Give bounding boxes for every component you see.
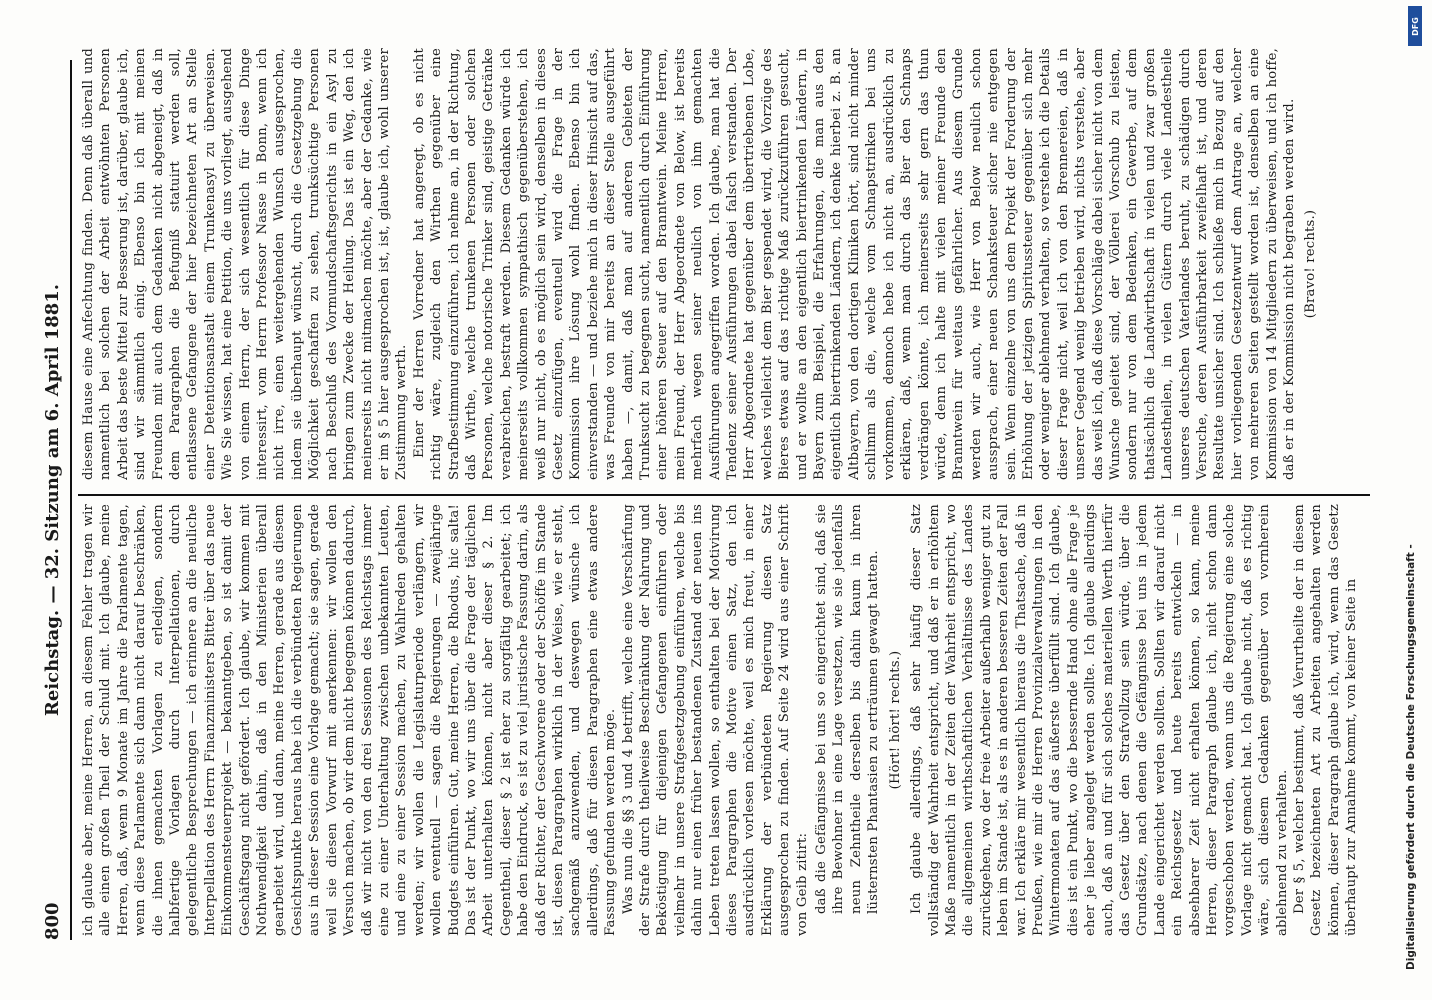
paragraph: diesem Hause eine Anfechtung finden. Denn daß überall und namentlich bei solchen der Arbeit entwöhnten Personen Arbeit das beste Mittel zur Besserung ist, darüber, glaube ich, sind wir sämmtlich einig. Ebenso bin ich mit meinen Freunden mit auch dem Gedanken nicht abgeneigt, daß in dem Paragraphen die Befugniß statuirt werden soll, entlassene Gefangene der hier bezeichneten Art an Stelle einer Detentionsanstalt einem Trunkenasyl zu überweisen. Wie Sie wissen, hat eine Petition, die uns vorliegt, ausgehend von einem Herrn, der sich wesentlich für diese Dinge interessirt, vom Herrn Professor Nasse in Bonn, wenn ich nicht irre, einen weitergehenden Wunsch ausgesprochen, indem sie überhaupt wünscht, durch die Gesetzgebung die Möglichkeit geschaffen zu sehen, trunksüchtige Personen nach Beschluß des Vormundschaftsgerichts in ein Asyl zu bringen zum Zwecke der Heilung. Das ist ein Weg, den ich meinerseits nicht mitmachen möchte, aber der Gedanke, wie er im § 5 hier ausgesprochen ist, ist, glaube ich, wohl unserer Zustimmung werth.	[81, 48, 410, 480]
interjection: (Hört! hört! rechts.)	[887, 650, 903, 790]
page-header	[42, 60, 66, 940]
header-rule	[70, 60, 72, 940]
column-divider	[78, 494, 1370, 496]
funding-notice: Digitalisierung gefördert durch die Deutsche Forschungsgemeinschaft -	[1405, 544, 1417, 970]
dfg-badge-text: DFG	[1410, 16, 1420, 36]
page-number: 800	[42, 902, 63, 940]
page-title: Reichstag. — 32. Sitzung am 6. April 1881.	[42, 283, 63, 717]
paragraph: Einer der Herren Vorredner hat angeregt, ob es nicht richtig wäre, zugleich den Wirthen gegenüber eine Strafbestimmung einzuführen, ich nehme an, in der Richtung, daß Wirthe, welche trunkenen Personen oder solchen Personen, welche notorische Trinker sind, geistige Getränke verabreichen, bestraft werden. Diesem Gedanken würde ich meinerseits vollkommen sympathisch gegenüberstehen, ich weiß nur nicht, ob es möglich sein wird, denselben in dieses Gesetz einzufügen, eventuell wird die Frage in der Kommission ihre Lösung wohl finden. Ebenso bin ich einverstanden — und beziehe mich in dieser Hinsicht auf das, was Freunde von mir bereits an dieser Stelle ausgeführt haben —, damit, daß man auf anderen Gebieten der Trunksucht zu begegnen sucht, namentlich durch Einführung einer höheren Steuer auf den Branntwein. Meine Herren, mein Freund, der Herr Abgeordnete von Below, ist bereits mehrfach wegen seiner neulich von ihm gemachten Ausführungen angegriffen worden. Ich glaube, man hat die Tendenz seiner Ausführungen dabei falsch verstanden. Der Herr Abgeordnete hat gegenüber dem übertriebenen Lobe, welches vielleicht dem Bier gespendet wird, die Vorzüge des Bieres etwas auf das richtige Maß zurückzuführen gesucht, und er wollte an den eigentlich biertrinkenden Ländern, in Bayern zum Beispiel, die Erfahrungen, die man aus den eigentlich biertrinkenden Ländern, ich denke hierbei z. B. an Altbayern, von den dortigen Kliniken hört, sind nicht minder schlimm als die, welche vom Schnapstrinken bei uns vorkommen, dennoch hebe ich nicht an, ausdrücklich zu erklären, daß, wenn man durch das Bier den Schnaps verdrängen könnte, ich meinerseits sehr gern das thun würde, denn ich halte mit vielen meiner Freunde den Branntwein für weitaus gefährlicher. Aus diesem Grunde werden wir auch, wie Herr von Below neulich schon aussprach, einer neuen Schanksteuer sicher nie entgegen sein. Wenn einzelne von uns dem Projekt der Forderung der Erhöhung der jetzigen Spiritussteuer gegenüber sich mehr oder weniger ablehnend verhalten, so verstehe ich die Details dieser Frage nicht, weil ich von den Brennereien, daß in unserer Gegend wenig betrieben wird, nichts verstehe, aber das weiß ich, daß diese Vorschläge dabei sicher nicht von dem Wunsche geleitet sind, der Völlerei Vorschub zu leisten, sondern nur von dem Bedenken, ein Gewerbe, auf dem thatsächlich die Landwirthschaft in vielen und zwar großen Landestheilen, in vielen Gütern durch viele Landestheile unseres deutschen Vaterlandes beruht, zu schädigen durch Versuche, deren Ausführbarkeit zweifelhaft ist, und deren Resultate unsicher sind. Ich schließe mich in Bezug auf den hier vorliegenden Gesetzentwurf dem Antrage an, welcher von mehreren Seiten gestellt worden ist, denselben an eine Kommission von 14 Mitgliedern zu überweisen, und ich hoffe, daß er in der Kommission nicht begraben werden wird.	[411, 48, 1298, 480]
right-column	[80, 48, 1380, 480]
left-column	[80, 504, 1380, 936]
quotation: daß die Gefängnisse bei uns so eingerichtet sind, daß sie ihre Bewohner in eine Lage versetzen, wie sie jedenfalls neun Zehntheile derselben bis dahin kaum in ihren lüsternsten Phantasien zu erträumen gewagt hatten.	[814, 504, 882, 914]
paragraph: Was nun die §§ 3 und 4 betrifft, welche eine Verschärfung der Strafe durch theilweise Beschränkung der Nahrung und Beköstigung für diejenigen Gefangenen einführen oder vielmehr in unsere Strafgesetzgebung einführen, welche bis dahin nur einen früher bestandenen Zustand der neuen ins Leben treten lassen wollen, so enthalten bei der Motivirung dieses Paragraphen die Motive einen Satz, den ich ausdrücklich vorlesen möchte, weil es mich freut, in einer Erklärung der verbündeten Regierung diesen Satz ausgesprochen zu finden. Auf Seite 24 wird aus einer Schrift von Geib zitirt:	[620, 504, 810, 936]
dfg-logo-badge	[1408, 6, 1422, 46]
paragraph: Der § 5, welcher bestimmt, daß Verurtheilte der in diesem Gesetz bezeichneten Art zu Arbeiten angehalten werden können, dieser Paragraph glaube ich, wird, wenn das Gesetz überhaupt zur Annahme kommt, von keiner Seite in	[1292, 504, 1360, 936]
interjection: (Bravo! rechts.)	[1303, 209, 1319, 319]
paragraph: Ich glaube allerdings, daß sehr häufig dieser Satz vollständig der Wahrheit entspricht, und daß er in erhöhtem Maße namentlich in der Zeiten der Wahrheit entspricht, wo die allgemeinen wirthschaftlichen Verhältnisse des Landes zurückgehen, wo der freie Arbeiter außerhalb weniger gut zu leben im Stande ist, als es in anderen besseren Zeiten der Fall war. Ich erkläre mir wesentlich hieraus die Thatsache, daß in Preußen, wie mir die Herren Provinzialverwaltungen in den Wintermonaten auf das äußerste überfüllt sind. Ich glaube, dies ist ein Punkt, wo die bessernde Hand ohne alle Frage je eher je lieber angelegt werden sollte. Ich glaube allerdings auch, daß an und für sich solches materiellen Werth hierfür das Gesetz über den Strafvollzug sein würde, über die Grundsätze, nach denen die Gefängnisse bei uns in jedem Lande eingerichtet werden sollten. Sollten wir darauf nicht ein Reichsgesetz und heute bereits entwickeln — in absehbarer Zeit nicht erhalten können, so kann, meine Herren, dieser Paragraph glaube ich, nicht schon dann vorgeschoben werden, wenn uns die Regierung eine solche Vorlage nicht gemacht hat. Ich glaube nicht, daß es richtig wäre, sich diesem Gedanken gegenüber von vornherein ablehnend zu verhalten.	[909, 504, 1290, 936]
paragraph: ich glaube aber, meine Herren, an diesem Fehler tragen wir alle einen großen Theil der Schuld mit. Ich glaube, meine Herren, daß, wenn 9 Monate im Jahre die Parlamente tagen, wenn diese Parlamente sich dann nicht darauf beschränken, die ihnen gemachten Vorlagen zu erledigen, sondern halbfertige Vorlagen durch Interpellationen, durch gelegentliche Besprechungen — ich erinnere an die neuliche Interpellation des Herrn Finanzministers Bitter über das neue Einkommensteuerprojekt — bekanntgeben, so ist damit der Geschäftsgang nicht gefördert. Ich glaube, wir kommen mit Nothwendigkeit dahin, daß in den Ministerien überall gearbeitet wird, und dann, meine Herren, gerade aus diesem Gesichtspunkte heraus habe ich die verbündeten Regierungen aus in dieser Session eine Vorlage gemacht; sie sagen, gerade weil sie diesen Vorwurf mit anerkennen: wir wollen den Versuch machen, ob wir dem nicht begegnen können dadurch, daß wir nicht von den drei Sessionen des Reichstags immer eine zu einer Unterhaltung zwischen unbekannten Leuten, und eine zu einer Session machen, zu Wahlreden gehalten werden; wir wollen die Legislaturperiode verlängern, wir wollen eventuell — sagen die Regierungen — zweijährige Budgets einführen. Gut, meine Herren, die Rhodus, hic salta! Das ist der Punkt, wo wir uns über die Frage der täglichen Arbeit unterhalten können, nicht aber dieser § 2. Im Gegentheil, dieser § 2 ist eher zu sorgfältig gearbeitet; ich habe den Eindruck, es ist zu viel juristische Fassung darin, als daß der Richter, der Geschworene oder der Schöffe im Stande ist, diesen Paragraphen wirklich in der Weise, wie er steht, sachgemäß anzuwenden, und deswegen wünsche ich allerdings, daß für diesen Paragraphen eine etwas andere Fassung gefunden werden möge.	[81, 504, 619, 936]
